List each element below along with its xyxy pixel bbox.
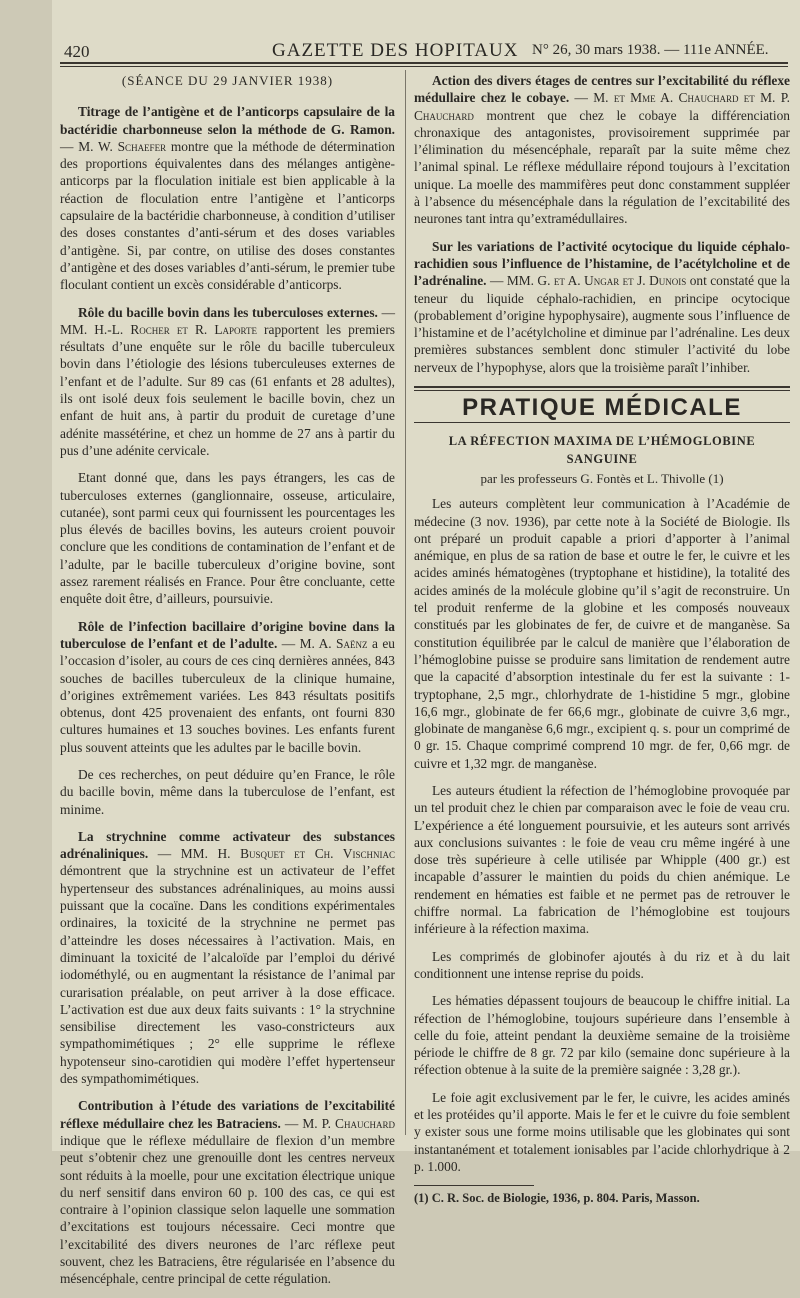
article-text: démontrent que la strychnine est un activateur de l’effet hypertenseur des substances adrénaliniques, au moins aussi puissant que la cocaïne. Dans les conditions expérimentales ordinaires, la toxicité de la strychnine ne permet pas d’atteindre les doses nécessaires à l’activation. Mais, en diminuant la toxicité de l’alcaloïde par l’emploi du dérivé iodométhylé, ou en augmentant la résistance de l’animal par curarisation préalable, on peut arriver à la dose efficace. L’activation est due aux deux faits suivants : 1° la strychnine sensibilise directement les vaso-constricteurs aux sympathomimétiques ; 2° elle supprime le réflexe hypotenseur sino-carotidien qui modère l’effet hypertenseur des sympathomimétiques. — [60, 863, 395, 1087]
article-paragraph: Le foie agit exclusivement par le fer, le cuivre, les acides aminés et les protéides qu’il apporte. Mais le fer et le cuivre du foie semblent y exister sous une forme moins utilisable que les globinates qui sont instantanément et totalement ionisables par l’acide chlorhydrique à 2 p. 1.000. — [414, 1089, 790, 1174]
article-author: MM. H.-L. Rocher et R. Laporte — [60, 321, 257, 337]
article-paragraph: Titrage de l’antigène et de l’anticorps capsulaire de la bactéridie charbonneuse selon la méthode de G. Ramon. — M. W. Schaefer montre que la méthode de détermination des proportions équivalentes dans des mélanges antigène-anticorps par la floculation initiale est bien applicable à la réaction de floculation entre l’antigène et l’anticorps capsulaire de la bactéridie charbonneuse, à condition d’utiliser des doses constantes d’anti-sérum et des doses variables d’antigène. Si, par contre, on utilise des doses constantes d’antigène et des doses variables d’anti-sérum, le premier tube floculant contient un excès considérable d’anticorps. — [60, 104, 396, 293]
article-paragraph: Sur les variations de l’activité ocytocique du liquide céphalo-rachidien sous l’influence de l’histamine, de l’acétylcholine et de l’adrénaline. — MM. G. et A. Ungar et J. Dunois ont constaté que la teneur du liquide céphalo-rachidien, en principe ocytocique (probablement d’origine hypophysaire), augmente sous l’influence de l’histamine et de l’acétylcholine et diminue par l’adrénaline. Les deux premières substances semblent donc stimuler l’activité du lobe nerveux de l’hypophyse, alors que la troisième paraît l’inhiber. — [414, 238, 790, 375]
column-divider — [405, 70, 406, 1135]
session-date: (SÉANCE DU 29 JANVIER 1938) — [121, 73, 334, 88]
article-author: M. et Mme A. Chauchard et M. P. Chauchard — [414, 90, 790, 123]
article-paragraph: De ces recherches, on peut déduire qu’en France, le rôle du bacille bovin, même dans la tuberculose de l’enfant, est minime. — [60, 766, 395, 817]
article-paragraph: Les hématies dépassent toujours de beaucoup le chiffre initial. La réfection de l’hémoglobine, toujours supérieure dans l’ensemble à celle du foie, atteint pendant la deuxième semaine de la troisième période le chiffre de 8 gr. 72 par kilo (semaine donc supérieure à la réfection obtenue à la suite de la première saignée : 3,28 gr.). — [414, 993, 790, 1078]
article-text: ont constaté que la teneur du liquide céphalo-rachidien, en principe ocytocique (probablement d’origine hypophysaire), augmente sous l’influence de l’histamine et de l’acétylcholine et diminue par l’adrénaline. Les deux premières substances semblent donc stimuler l’activité du lobe nerveux de l’hypophyse, alors que la troisième paraît l’inhiber. — [414, 273, 790, 375]
section-title: PRATIQUE MÉDICALE — [462, 394, 742, 422]
article-author: M. A. Saënz — [299, 635, 368, 651]
article-paragraph: Contribution à l’étude des variations de l’excitabilité réflexe médullaire chez les Batraciens. — M. P. Chauchard indique que le réflexe médullaire de flexion d’un membre peut s’obtenir chez une grenouille dont les centres nerveux sont réduits à la moelle, pour une excitation électrique unique du nerf sensitif dans environ 60 p. 100 des cas, ce qui est contraire à l’opinion classique selon laquelle une sommation d’excitations est toujours nécessaire. Ceci montre que l’excitabilité des divers neurones de l’arc réflexe peut souvent, chez les Batraciens, être régularisée en l’absence du mésencéphale, centre principal de cette régulation. — [60, 1098, 395, 1287]
article-text: rapportent les premiers résultats d’une enquête sur le rôle du bacille tuberculeux bovin dans l’étiologie des lésions tuberculeuses externes de l’enfant et de l’adulte. Sur 89 cas (61 enfants et 28 adultes), ils ont isolé deux fois seulement le bacille bovin, chez un enfant de huit ans, à partir du produit de curetage d’une adénite massétérine, et chez un homme de 27 ans à partir du pus d’une adénite cervicale. — [60, 321, 395, 458]
issue-info: N° 26, 30 mars 1938. — 111e ANNÉE. — [532, 42, 769, 58]
article-text: a eu l’occasion d’isoler, au cours de ces cinq dernières années, 843 souches de bacilles tuberculeux de la clinique humaine, d’origines extrêmement variées. Les 843 résultats positifs obtenus, dont 425 provenaient des enfants, ont fourni 830 cultures humaines et 13 souches bovines. Les enfants furent plus souvent atteints que les adultes par le bacille bovin. — [60, 635, 395, 755]
article-heading: LA RÉFECTION MAXIMA DE L’HÉMOGLOBINE SANGUINE — [448, 434, 756, 466]
page-header — [52, 34, 792, 64]
article-paragraph: Rôle du bacille bovin dans les tuberculoses externes. — MM. H.-L. Rocher et R. Laporte rapportent les premiers résultats d’une enquête sur le rôle du bacille tuberculeux bovin dans l’étiologie des lésions tuberculeuses externes de l’enfant et de l’adulte. Sur 89 cas (61 enfants et 28 adultes), ils ont isolé deux fois seulement le bacille bovin, chez un enfant de huit ans, à partir du produit de curetage d’une adénite massétérine, et chez un homme de 27 ans à partir du pus d’une adénite cervicale. — [60, 304, 395, 458]
article-title: Action des divers étages de centres sur l’excitabilité du réflexe médullaire chez le cobaye. — [414, 73, 790, 106]
article-paragraph: Les auteurs complètent leur communication à l’Académie de médecine (3 nov. 1936), par cette note à la Société de Biologie. Ils ont préparé un produit capable a priori d’apporter à l’animal anémique, en plus de sa ration de base et outre le fer, le cuivre et les acides aminés hématogènes (tryptophane et histidine), la totalité des acides aminés de la molécule globine qu’il s’agit de reconstruire. Un tel produit renferme de la globine et les composés nouveaux constitués par les globinates de fer, de cuivre et de manganèse. Sa constitution équilibrée par le calcul de manière que l’élaboration de l’hémoglobine puisse se produire sans limitation de rendement autre que la capacité d’absorption intestinale du fer est la suivante : 1-tryptophane, 2,5 mgr., chlorhydrate de 1-histidine 5 mgr., globine 16,6 mgr., globinate de fer 66,6 mgr., globinate de cuivre 3,6 mgr., globinate de manganèse 6,6 mgr., excipient q. s. pour un comprimé de 0 gr. 15. Chaque comprimé comprend 10 mgr. de fer, 0,66 mgr. de cuivre et 1,32 mgr. de manganèse. — [414, 496, 790, 771]
article-text: montre que la méthode de détermination des proportions équivalentes dans des mélanges antigène-anticorps par la floculation initiale est bien applicable à la réaction de floculation entre l’antigène et l’anticorps capsulaire de la bactéridie charbonneuse, à condition d’utiliser des doses constantes d’anti-sérum et des doses variables d’antigène. Si, par contre, on utilise des doses constantes d’antigène et des doses variables d’anti-sérum, le premier tube floculant contient un excès considérable d’anticorps. — [60, 138, 396, 293]
article-paragraph: Action des divers étages de centres sur l’excitabilité du réflexe médullaire chez le cobaye. — M. et Mme A. Chauchard et M. P. Chauchard montrent que chez le cobaye la différenciation chronaxique des antagonistes, provisoirement supprimée par l’élimination du mésencéphale, reparaît par la suite même chez l’animal spinal. Le réflexe médullaire répond toujours à l’excitation unique. La moelle des mammifères peut donc constamment suppléer à l’absence du mésencéphale dans la régulation de l’excitabilité des neurones tant intra qu’extramédullaires. — [414, 73, 790, 227]
article-title: La strychnine comme activateur des substances adrénaliniques. — [60, 828, 395, 862]
article-title: Sur les variations de l’activité ocytocique du liquide céphalo-rachidien sous l’influence de l’histamine, de l’acétylcholine et de l’adrénaline. — [414, 238, 790, 289]
article-title: Rôle de l’infection bacillaire d’origine bovine dans la tuberculose de l’enfant et de l’adulte. — [60, 618, 395, 651]
article-title: Titrage de l’antigène et de l’anticorps capsulaire de la bactéridie charbonneuse selon la méthode de G. Ramon. — [60, 104, 395, 137]
article-author: M. W. Schaefer — [78, 138, 167, 154]
article-title: Rôle du bacille bovin dans les tuberculoses externes. — [78, 304, 378, 320]
journal-title: GAZETTE DES HOPITAUX — [272, 40, 519, 61]
section-header — [414, 386, 790, 423]
page-number: 420 — [64, 42, 90, 61]
section-rule-thin — [414, 422, 790, 423]
article-title: Contribution à l’étude des variations de l’excitabilité réflexe médullaire chez les Batraciens. — [60, 1098, 395, 1131]
header-rule-thin — [60, 66, 788, 67]
article-paragraph: La strychnine comme activateur des substances adrénaliniques. — MM. H. Busquet et Ch. Vischniac démontrent que la strychnine est un activateur de l’effet hypertenseur des substances adrénaliniques, au moins aussi puissant que la cocaïne. Dans les conditions expérimentales ordinaires, la toxicité de la strychnine ne permet pas d’atteindre les doses nécessaires à l’activation. Mais, en diminuant la toxicité de l’alcaloïde par l’emploi du dérivé iodométhylé, ou en augmentant la résistance de l’animal par curarisation préalable, on peut arriver à la dose efficace. L’activation est due aux deux faits suivants : 1° la strychnine sensibilise directement les vaso-constricteurs aux sympathomimétiques ; 2° elle supprime le réflexe hypotenseur sino-carotidien qui modère l’effet hypertenseur des sympathomimétiques. — [60, 828, 395, 1087]
section-rule-thin — [414, 390, 790, 391]
article-paragraph: Rôle de l’infection bacillaire d’origine bovine dans la tuberculose de l’enfant et de l’adulte. — M. A. Saënz a eu l’occasion d’isoler, au cours de ces cinq dernières années, 843 souches de bacilles tuberculeux de la clinique humaine, d’origines extrêmement variées. Les 843 résultats positifs obtenus, dont 425 provenaient des enfants, ont fourni 830 cultures humaines et 13 souches bovines. Les enfants furent plus souvent atteints que les adultes par le bacille bovin. — [60, 618, 395, 755]
article-paragraph: Etant donné que, dans les pays étrangers, les cas de tuberculoses externes (ganglionnaire, osseuse, articulaire, cutanée), sont parmi ceux qui fournissent les pourcentages les plus élevés de bacilles bovins, les auteurs croient pouvoir conclure que les conditions de contamination de l’enfant et de l’adulte, par le bacille tuberculeux d’origine bovine, sont assez rarement réalisés en France. Pour être concluante, cette enquête doit être, d’ailleurs, poursuivie. — [60, 470, 395, 607]
article-paragraph: Les comprimés de globinofer ajoutés à du riz et à du lait conditionnent une intense reprise du poids. — [414, 948, 790, 981]
article-author: MM. G. et A. Ungar et J. Dunois — [506, 273, 687, 289]
left-column — [60, 72, 395, 1298]
right-column — [414, 72, 790, 1218]
article-paragraph: Les auteurs étudient la réfection de l’hémoglobine provoquée par un tel produit chez le chien par comparaison avec le foie de veau cru. L’expérience a été longuement poursuivie, et les auteurs sont arrivés aux conclusions suivantes : le foie de veau cru même ingéré à une dose très supérieure à celle utilisée par Whipple (400 gr.) est incapable d’assurer le maintien du poids du chien anémique. Le rendement en hématies est faible et ne permet pas de retrouver le chiffre normal. La fabrication de l’hémoglobine est toujours inférieure à la réfection maxima. — [414, 782, 790, 937]
article-text: montrent que chez le cobaye la différenciation chronaxique des antagonistes, provisoirement supprimée par l’élimination du mésencéphale, reparaît par la suite même chez l’animal spinal. Le réflexe médullaire répond toujours à l’excitation unique. La moelle des mammifères peut donc constamment suppléer à l’absence du mésencéphale dans la régulation de l’excitabilité des neurones tant intra qu’extramédullaires. — [414, 107, 790, 227]
article-byline: par les professeurs G. Fontès et L. Thivolle (1) — [480, 470, 724, 486]
header-rule — [60, 62, 788, 64]
article-author: M. P. Chauchard — [302, 1115, 395, 1131]
article-text: indique que le réflexe médullaire de flexion d’un membre peut s’obtenir chez une grenouille dont les centres nerveux sont réduits à la moelle, pour une excitation électrique unique du nerf sensitif dans environ 60 p. 100 des cas, ce qui est contraire à l’opinion classique selon laquelle une sommation d’excitations est toujours nécessaire. Ceci montre que l’excitabilité des divers neurones de l’arc réflexe peut souvent, chez les Batraciens, être régularisée en l’absence du mésencéphale, centre principal de cette régulation. — [60, 1132, 395, 1287]
footnote: (1) C. R. Soc. de Biologie, 1936, p. 804. Paris, Masson. — [414, 1191, 700, 1206]
section-rule — [414, 386, 790, 388]
footnote-rule — [414, 1185, 534, 1186]
article-author: MM. H. Busquet et Ch. Vischniac — [180, 846, 395, 862]
